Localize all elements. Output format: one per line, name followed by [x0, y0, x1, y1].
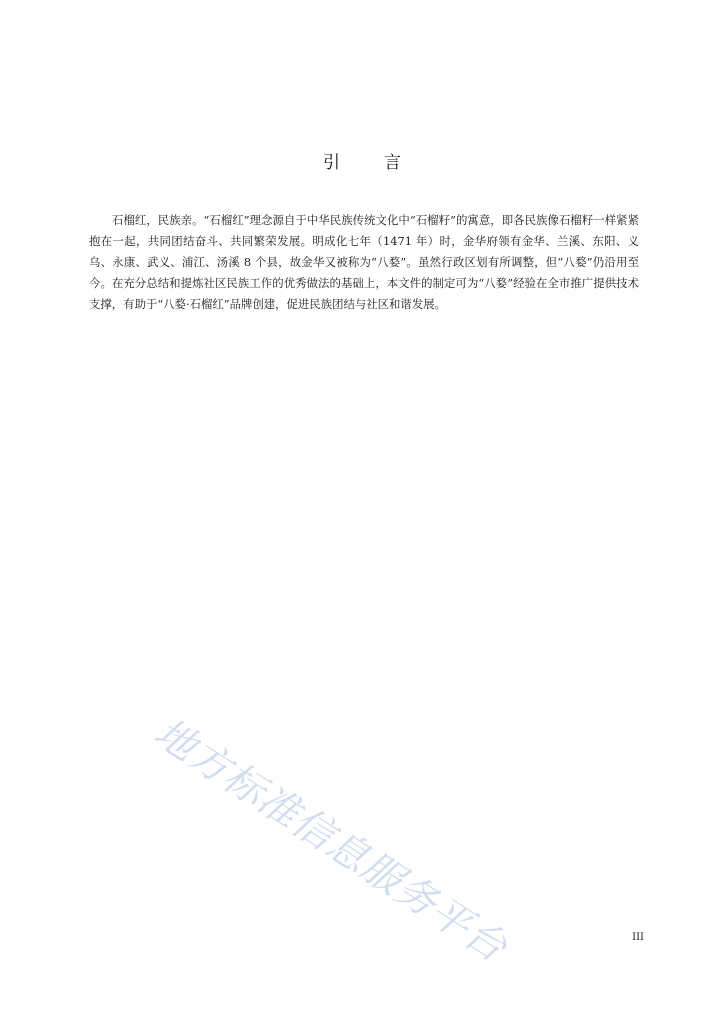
introduction-paragraph: 石榴红，民族亲。“石榴红”理念源自于中华民族传统文化中“石榴籽”的寓意，即各民族像石榴籽一样紧紧抱在一起，共同团结奋斗、共同繁荣发展。明成化七年（1471 年）时，金华府领有金华、兰溪、东阳、义乌、永康、武义、浦江、汤溪 8 个县，故金华又被称为“八婺”。虽然行政区划有所调整，但“八婺”仍沿用至今。在充分总结和提炼社区民族工作的优秀做法的基础上，本文件的制定可为“八婺”经验在全市推广提供技术支撑，有助于“八婺·石榴红”品牌创建，促进民族团结与社区和谐发展。: [89, 213, 639, 311]
page-number: III: [632, 932, 644, 943]
title-char-2: 言: [384, 153, 401, 173]
watermark-text: 地方标准信息服务平台: [146, 709, 515, 972]
title-char-1: 引: [323, 153, 340, 173]
page-title: [0, 148, 724, 173]
